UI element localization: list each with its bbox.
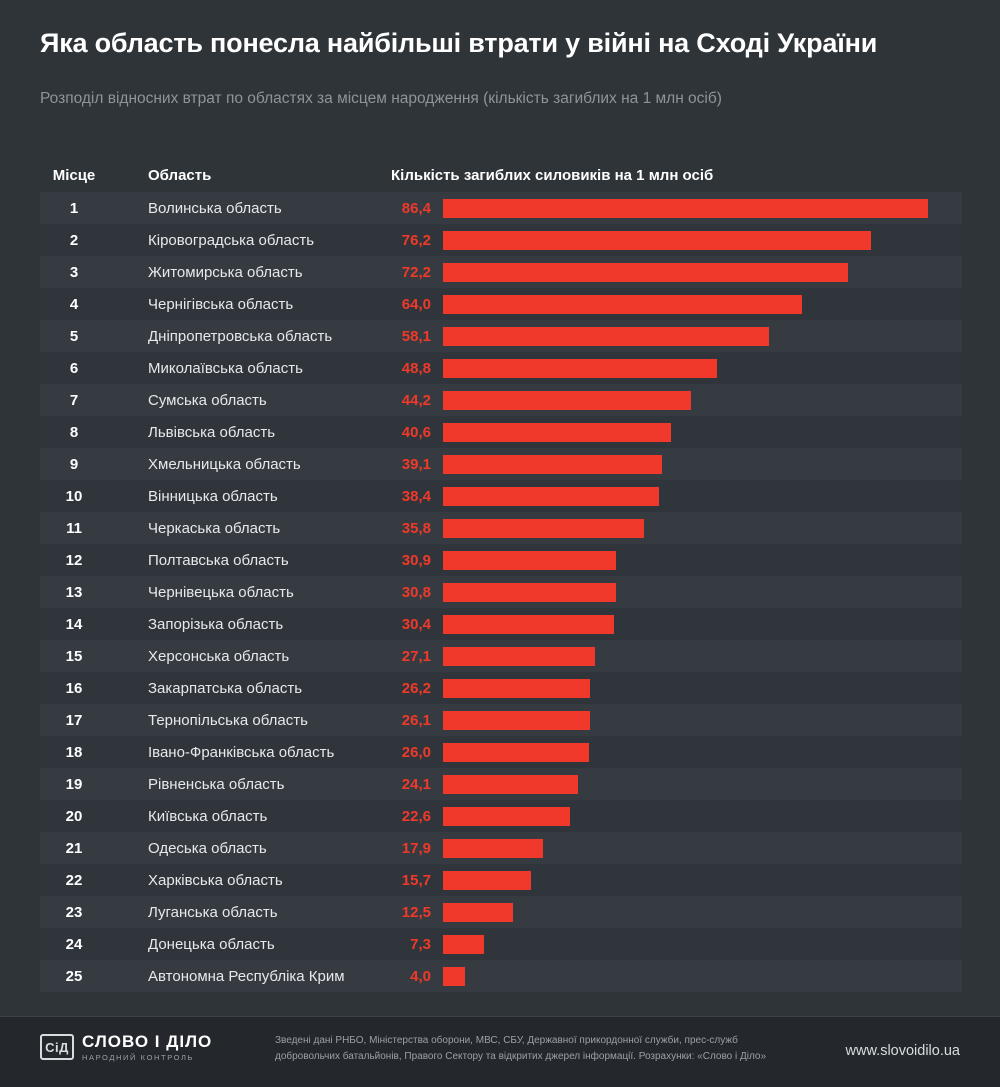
table-row xyxy=(40,864,962,896)
value-label: 76,2 xyxy=(401,231,431,249)
table-row xyxy=(40,256,962,288)
bar xyxy=(443,839,543,858)
bar-track xyxy=(435,352,962,384)
rank-cell: 14 xyxy=(65,615,83,633)
rank-cell: 2 xyxy=(69,231,79,249)
value-label: 38,4 xyxy=(401,487,431,505)
table-row xyxy=(40,608,962,640)
value-label: 27,1 xyxy=(401,647,431,665)
table-row xyxy=(40,416,962,448)
table-row xyxy=(40,288,962,320)
rank-cell: 10 xyxy=(65,487,83,505)
value-label: 58,1 xyxy=(401,327,431,345)
region-cell: Дніпропетровська область xyxy=(148,327,333,345)
region-cell: Автономна Республіка Крим xyxy=(148,967,345,985)
page-title: Яка область понесла найбільші втрати у війні на Сході України xyxy=(40,28,878,58)
logo-text xyxy=(82,1033,212,1062)
bar xyxy=(443,647,595,666)
region-cell: Донецька область xyxy=(148,935,275,953)
region-cell: Чернівецька область xyxy=(148,583,294,601)
footer xyxy=(0,1017,1000,1087)
bar xyxy=(443,807,570,826)
bar-track xyxy=(435,640,962,672)
rank-cell: 5 xyxy=(69,327,79,345)
table-row xyxy=(40,576,962,608)
rank-cell: 22 xyxy=(65,871,83,889)
bar-track xyxy=(435,800,962,832)
rank-cell: 23 xyxy=(65,903,83,921)
table-row xyxy=(40,896,962,928)
bar-track xyxy=(435,736,962,768)
bar-track xyxy=(435,672,962,704)
region-cell: Запорізька область xyxy=(148,615,284,633)
bar-track xyxy=(435,480,962,512)
bar-track xyxy=(435,320,962,352)
region-cell: Харківська область xyxy=(148,871,283,889)
rank-cell: 16 xyxy=(65,679,83,697)
rank-cell: 8 xyxy=(69,423,79,441)
bar xyxy=(443,327,769,346)
value-label: 15,7 xyxy=(401,871,431,889)
table-row xyxy=(40,928,962,960)
bar xyxy=(443,359,717,378)
bar xyxy=(443,391,691,410)
bar-track xyxy=(435,864,962,896)
table-row xyxy=(40,384,962,416)
value-label: 35,8 xyxy=(401,519,431,537)
bar-track xyxy=(435,448,962,480)
region-cell: Сумська область xyxy=(148,391,267,409)
bar-track xyxy=(435,224,962,256)
bar xyxy=(443,743,589,762)
bar xyxy=(443,711,590,730)
region-cell: Миколаївська область xyxy=(148,359,303,377)
bar-track xyxy=(435,192,962,224)
value-label: 26,2 xyxy=(401,679,431,697)
bar-track xyxy=(435,608,962,640)
bar xyxy=(443,263,848,282)
chart-rows xyxy=(40,192,962,992)
value-label: 72,2 xyxy=(401,263,431,281)
value-label: 26,0 xyxy=(401,743,431,761)
rank-cell: 17 xyxy=(65,711,83,729)
table-row xyxy=(40,832,962,864)
region-cell: Хмельницька область xyxy=(148,455,301,473)
bar-track xyxy=(435,704,962,736)
bar xyxy=(443,967,465,986)
region-cell: Полтавська область xyxy=(148,551,289,569)
table-row xyxy=(40,544,962,576)
value-label: 17,9 xyxy=(401,839,431,857)
rank-cell: 9 xyxy=(69,455,79,473)
region-cell: Тернопільська область xyxy=(148,711,308,729)
rank-cell: 15 xyxy=(65,647,83,665)
region-cell: Кіровоградська область xyxy=(148,231,315,249)
rank-cell: 12 xyxy=(65,551,83,569)
region-cell: Рівненська область xyxy=(148,775,285,793)
table-row xyxy=(40,768,962,800)
bar-track xyxy=(435,960,962,992)
bar-track xyxy=(435,384,962,416)
bar xyxy=(443,679,590,698)
region-cell: Херсонська область xyxy=(148,647,290,665)
region-cell: Житомирська область xyxy=(148,263,303,281)
bar xyxy=(443,775,578,794)
table-header xyxy=(40,150,962,192)
value-label: 7,3 xyxy=(410,935,431,953)
bar xyxy=(443,295,802,314)
page-subtitle: Розподіл відносних втрат по областях за місцем народження (кількість загиблих на 1 млн осіб) xyxy=(40,90,722,107)
value-label: 44,2 xyxy=(401,391,431,409)
bar-track xyxy=(435,768,962,800)
table-row xyxy=(40,224,962,256)
rank-cell: 18 xyxy=(65,743,83,761)
rank-cell: 21 xyxy=(65,839,83,857)
brand-logo xyxy=(40,1033,212,1062)
bar-track xyxy=(435,928,962,960)
value-label: 39,1 xyxy=(401,455,431,473)
region-cell: Івано-Франківська область xyxy=(148,743,335,761)
value-label: 64,0 xyxy=(401,295,431,313)
table-row xyxy=(40,448,962,480)
bar xyxy=(443,615,614,634)
column-header-value: Кількість загиблих силовиків на 1 млн осіб xyxy=(391,167,714,184)
region-cell: Чернігівська область xyxy=(148,295,294,313)
region-cell: Вінницька область xyxy=(148,487,278,505)
logo-title: СЛОВО І ДІЛО xyxy=(82,1032,213,1051)
value-label: 26,1 xyxy=(401,711,431,729)
bar xyxy=(443,199,928,218)
rank-cell: 11 xyxy=(66,519,82,537)
rank-cell: 13 xyxy=(65,583,83,601)
region-cell: Київська область xyxy=(148,807,268,825)
source-credits: Зведені дані РНБО, Міністерства оборони, МВС, СБУ, Державної прикордонної служби, прес-служб добровольчих батальйонів, Правого Сектору та відкритих джерел інформації. Розрахунки: «Слово і Діло» xyxy=(275,1035,767,1062)
bar-track xyxy=(435,576,962,608)
region-cell: Одеська область xyxy=(148,839,267,857)
bar xyxy=(443,583,616,602)
bar xyxy=(443,903,513,922)
rank-cell: 20 xyxy=(65,807,83,825)
value-label: 40,6 xyxy=(401,423,431,441)
bar xyxy=(443,455,662,474)
bar-track xyxy=(435,896,962,928)
rank-cell: 1 xyxy=(69,199,79,217)
bar xyxy=(443,871,531,890)
value-label: 24,1 xyxy=(401,775,431,793)
value-label: 30,9 xyxy=(401,551,431,569)
table-row xyxy=(40,512,962,544)
value-label: 30,8 xyxy=(401,583,431,601)
bar-track xyxy=(435,544,962,576)
bar xyxy=(443,551,616,570)
rank-cell: 6 xyxy=(69,359,79,377)
bar xyxy=(443,935,484,954)
bar xyxy=(443,487,659,506)
bar-track xyxy=(435,512,962,544)
bar-track xyxy=(435,832,962,864)
column-header-region: Область xyxy=(148,167,212,184)
bar-track xyxy=(435,288,962,320)
ranking-chart xyxy=(40,150,962,992)
table-row xyxy=(40,736,962,768)
region-cell: Черкаська область xyxy=(148,519,281,537)
bar xyxy=(443,231,871,250)
rank-cell: 3 xyxy=(69,263,79,281)
logo-tagline: НАРОДНИЙ КОНТРОЛЬ xyxy=(82,1052,195,1062)
region-cell: Волинська область xyxy=(148,199,282,217)
value-label: 4,0 xyxy=(410,967,431,985)
table-row xyxy=(40,640,962,672)
table-row xyxy=(40,192,962,224)
table-row xyxy=(40,800,962,832)
column-header-rank: Місце xyxy=(52,167,96,184)
bar-track xyxy=(435,256,962,288)
website-url[interactable]: www.slovoidilo.ua xyxy=(845,1043,960,1059)
rank-cell: 25 xyxy=(65,967,83,985)
value-label: 30,4 xyxy=(401,615,431,633)
table-row xyxy=(40,352,962,384)
rank-cell: 4 xyxy=(69,295,79,313)
value-label: 22,6 xyxy=(401,807,431,825)
value-label: 12,5 xyxy=(401,903,431,921)
region-cell: Закарпатська область xyxy=(148,679,303,697)
value-label: 48,8 xyxy=(401,359,431,377)
table-row xyxy=(40,480,962,512)
rank-cell: 19 xyxy=(65,775,83,793)
rank-cell: 7 xyxy=(69,391,79,409)
region-cell: Львівська область xyxy=(148,423,276,441)
region-cell: Луганська область xyxy=(148,903,278,921)
value-label: 86,4 xyxy=(401,199,431,217)
logo-mark-icon: СіД xyxy=(40,1034,74,1060)
bar-track xyxy=(435,416,962,448)
table-row xyxy=(40,704,962,736)
table-row xyxy=(40,960,962,992)
table-row xyxy=(40,320,962,352)
bar xyxy=(443,519,644,538)
rank-cell: 24 xyxy=(65,935,83,953)
bar xyxy=(443,423,671,442)
table-row xyxy=(40,672,962,704)
